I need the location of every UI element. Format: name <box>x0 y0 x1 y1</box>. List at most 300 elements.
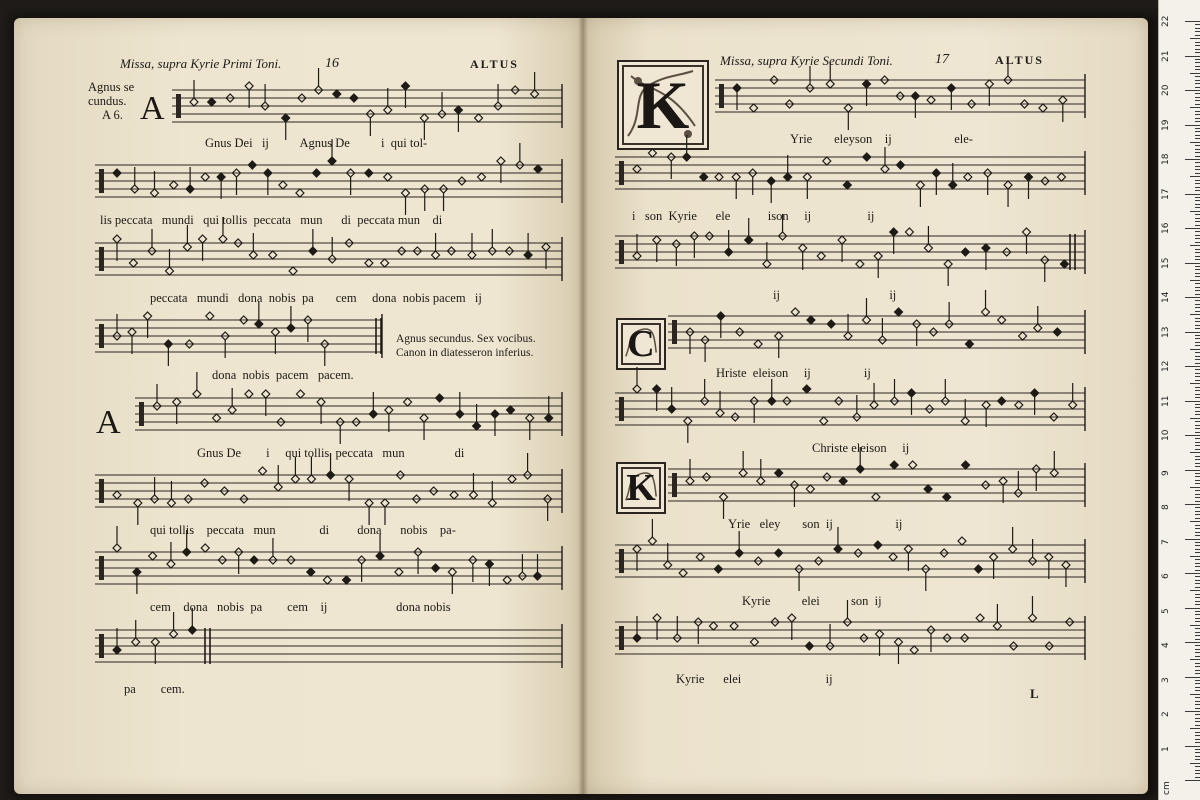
note-icon <box>468 251 476 259</box>
note-icon <box>874 541 882 549</box>
note-icon <box>949 181 957 189</box>
note-icon <box>164 340 172 348</box>
ruler-tick <box>1190 625 1200 626</box>
note-icon <box>985 80 993 88</box>
clef-icon <box>99 247 104 271</box>
note-icon <box>827 320 835 328</box>
ruler-tick <box>1195 542 1200 543</box>
ruler-tick <box>1195 425 1200 426</box>
ruler-tick <box>1195 369 1200 370</box>
ruler-tick <box>1195 438 1200 439</box>
ruler-label: 21 <box>1161 50 1171 62</box>
note-icon <box>1053 328 1061 336</box>
clef-icon <box>99 479 104 503</box>
canon-note <box>396 332 536 360</box>
staff <box>668 447 1085 519</box>
note-icon <box>881 165 889 173</box>
ruler-tick <box>1195 318 1200 319</box>
note-icon <box>961 248 969 256</box>
note-icon <box>365 259 373 267</box>
ruler-tick <box>1195 697 1200 698</box>
ruler-tick <box>1195 238 1200 239</box>
ruler-label: 22 <box>1161 15 1171 27</box>
note-icon <box>754 340 762 348</box>
note-icon <box>820 417 828 425</box>
ruler-tick <box>1185 504 1200 505</box>
ruler-tick <box>1195 580 1200 581</box>
note-icon <box>720 493 728 501</box>
lyric-line: cem dona nobis pa cem ij dona nobis <box>150 600 451 614</box>
note-icon <box>350 94 358 102</box>
initial-letter: A <box>96 404 121 441</box>
note-icon <box>296 189 304 197</box>
ruler-tick <box>1195 432 1200 433</box>
note-icon <box>282 114 290 122</box>
note-icon <box>307 568 315 576</box>
note-icon <box>129 259 137 267</box>
ruler-label: 19 <box>1161 119 1171 131</box>
ruler-tick <box>1195 614 1200 615</box>
note-icon <box>872 493 880 501</box>
ruler-tick <box>1195 528 1200 529</box>
note-icon <box>716 409 724 417</box>
ruler-tick <box>1195 214 1200 215</box>
right-page-number: 17 <box>935 52 949 67</box>
note-icon <box>488 499 496 507</box>
note-icon <box>784 173 792 181</box>
ruler-tick <box>1195 476 1200 477</box>
note-icon <box>113 169 121 177</box>
ruler-tick <box>1195 187 1200 188</box>
note-icon <box>545 414 553 422</box>
clef-icon <box>176 94 181 118</box>
note-icon <box>1034 324 1042 332</box>
note-icon <box>932 169 940 177</box>
note-icon <box>262 390 270 398</box>
note-icon <box>507 406 515 414</box>
ruler-tick <box>1195 421 1200 422</box>
note-icon <box>271 328 279 336</box>
ruler-tick <box>1190 418 1200 419</box>
ruler-tick <box>1195 725 1200 726</box>
ruler-tick <box>1195 507 1200 508</box>
ruler-tick <box>1195 518 1200 519</box>
clef-icon <box>99 556 104 580</box>
ruler-tick <box>1190 590 1200 591</box>
note-icon <box>149 552 157 560</box>
clef-icon <box>719 84 724 108</box>
ruler-tick <box>1195 494 1200 495</box>
ruler-tick <box>1195 480 1200 481</box>
ruler-tick <box>1185 228 1200 229</box>
note-icon <box>791 308 799 316</box>
note-icon <box>717 312 725 320</box>
ruler-tick <box>1195 407 1200 408</box>
note-icon <box>328 157 336 165</box>
ruler-tick <box>1195 756 1200 757</box>
note-icon <box>113 646 121 654</box>
ruler-tick <box>1195 773 1200 774</box>
ruler-tick <box>1190 728 1200 729</box>
ruler-tick <box>1195 777 1200 778</box>
note-icon <box>307 475 315 483</box>
note-icon <box>170 181 178 189</box>
note-icon <box>863 153 871 161</box>
ruler-tick <box>1195 414 1200 415</box>
note-icon <box>907 389 915 397</box>
lyric-line: Kyrie elei son ij <box>742 594 882 608</box>
ruler-tick <box>1195 183 1200 184</box>
ruler-label: 3 <box>1161 676 1171 683</box>
note-icon <box>245 390 253 398</box>
note-icon <box>924 485 932 493</box>
ruler-tick <box>1195 256 1200 257</box>
ruler-tick <box>1195 221 1200 222</box>
ruler-tick <box>1195 321 1200 322</box>
ruler-label: 13 <box>1161 326 1171 338</box>
ruler-tick <box>1195 597 1200 598</box>
ruler-label: 12 <box>1161 360 1171 372</box>
clef-icon <box>619 240 624 264</box>
ruler-tick <box>1190 521 1200 522</box>
note-icon <box>395 568 403 576</box>
ruler-label: 15 <box>1161 257 1171 269</box>
measuring-ruler <box>1158 0 1200 800</box>
note-icon <box>206 312 214 320</box>
note-icon <box>730 622 738 630</box>
ruler-tick <box>1195 342 1200 343</box>
clef-icon <box>99 324 104 348</box>
note-icon <box>1045 553 1053 561</box>
ruler-tick <box>1195 663 1200 664</box>
note-icon <box>775 549 783 557</box>
note-icon <box>911 92 919 100</box>
note-icon <box>475 114 483 122</box>
note-icon <box>469 491 477 499</box>
note-icon <box>965 340 973 348</box>
note-icon <box>183 548 191 556</box>
ruler-tick <box>1195 49 1200 50</box>
ruler-tick <box>1195 735 1200 736</box>
ruler-tick <box>1195 535 1200 536</box>
note-icon <box>1062 561 1070 569</box>
note-icon <box>173 398 181 406</box>
note-icon <box>317 398 325 406</box>
ruler-tick <box>1190 211 1200 212</box>
ruler-tick <box>1195 290 1200 291</box>
note-icon <box>420 114 428 122</box>
ruler-tick <box>1195 649 1200 650</box>
ruler-tick <box>1195 411 1200 412</box>
ruler-tick <box>1195 345 1200 346</box>
note-icon <box>291 475 299 483</box>
ruler-tick <box>1185 56 1200 57</box>
ruler-tick <box>1190 314 1200 315</box>
initial-letter: K <box>636 66 690 143</box>
note-icon <box>503 576 511 584</box>
note-icon <box>534 165 542 173</box>
ruler-tick <box>1195 200 1200 201</box>
note-icon <box>964 173 972 181</box>
note-icon <box>788 614 796 622</box>
ruler-tick <box>1195 31 1200 32</box>
note-icon <box>113 491 121 499</box>
ruler-tick <box>1195 128 1200 129</box>
ruler-tick <box>1195 397 1200 398</box>
ruler-tick <box>1195 173 1200 174</box>
ruler-tick <box>1195 352 1200 353</box>
note-icon <box>799 244 807 252</box>
ruler-label: 4 <box>1161 642 1171 648</box>
note-icon <box>1069 401 1077 409</box>
note-icon <box>982 308 990 316</box>
note-icon <box>333 90 341 98</box>
ruler-tick <box>1195 497 1200 498</box>
note-icon <box>404 398 412 406</box>
ruler-tick <box>1195 673 1200 674</box>
note-icon <box>856 260 864 268</box>
note-icon <box>1022 228 1030 236</box>
ruler-tick <box>1195 252 1200 253</box>
note-icon <box>432 564 440 572</box>
ruler-tick <box>1195 93 1200 94</box>
note-icon <box>961 417 969 425</box>
lyric-line: i son Kyrie ele ison ij ij <box>632 209 875 223</box>
note-icon <box>648 537 656 545</box>
note-icon <box>1004 181 1012 189</box>
ruler-tick <box>1195 152 1200 153</box>
ruler-tick <box>1195 525 1200 526</box>
ruler-tick <box>1190 556 1200 557</box>
ruler-tick <box>1195 390 1200 391</box>
ruler-tick <box>1185 573 1200 574</box>
ruler-tick <box>1195 501 1200 502</box>
note-icon <box>709 622 717 630</box>
ruler-tick <box>1190 349 1200 350</box>
note-icon <box>1028 614 1036 622</box>
note-icon <box>365 169 373 177</box>
lyric-line: Hriste eleison ij ij <box>716 366 871 380</box>
note-icon <box>633 385 641 393</box>
note-icon <box>274 483 282 491</box>
ruler-label: 6 <box>1161 573 1171 579</box>
note-icon <box>750 638 758 646</box>
ruler-tick <box>1185 297 1200 298</box>
note-icon <box>803 385 811 393</box>
staff <box>615 214 1085 286</box>
ruler-tick <box>1195 404 1200 405</box>
note-icon <box>432 251 440 259</box>
lyric-line: qui tollis peccata mun di dona nobis pa- <box>150 523 456 537</box>
note-icon <box>217 173 225 181</box>
ruler-label: 14 <box>1161 291 1171 303</box>
note-icon <box>342 576 350 584</box>
note-icon <box>648 149 656 157</box>
ruler-label: 8 <box>1161 504 1171 510</box>
ruler-tick <box>1195 145 1200 146</box>
ruler-label: 1 <box>1161 745 1171 752</box>
note-icon <box>947 84 955 92</box>
note-icon <box>732 173 740 181</box>
note-icon <box>219 235 227 243</box>
initial-letter: K <box>626 467 656 509</box>
ruler-tick <box>1195 473 1200 474</box>
ruler-tick <box>1190 245 1200 246</box>
note-icon <box>890 461 898 469</box>
note-icon <box>668 405 676 413</box>
ruler-tick <box>1195 118 1200 119</box>
ruler-tick <box>1190 38 1200 39</box>
note-icon <box>345 475 353 483</box>
ruler-tick <box>1195 445 1200 446</box>
note-icon <box>844 104 852 112</box>
ruler-tick <box>1195 166 1200 167</box>
ruler-tick <box>1195 628 1200 629</box>
ruler-tick <box>1185 642 1200 643</box>
ruler-tick <box>1185 608 1200 609</box>
note-icon <box>526 414 534 422</box>
note-icon <box>199 235 207 243</box>
note-icon <box>186 185 194 193</box>
note-icon <box>862 316 870 324</box>
ruler-tick <box>1195 83 1200 84</box>
note-icon <box>542 243 550 251</box>
ruler-tick <box>1185 21 1200 22</box>
note-icon <box>653 236 661 244</box>
note-icon <box>369 410 377 418</box>
ruler-tick <box>1195 204 1200 205</box>
ruler-tick <box>1185 263 1200 264</box>
ruler-tick <box>1195 604 1200 605</box>
note-icon <box>1015 401 1023 409</box>
note-icon <box>839 477 847 485</box>
note-icon <box>420 414 428 422</box>
ruler-tick <box>1195 563 1200 564</box>
note-icon <box>1060 260 1068 268</box>
ruler-label: 11 <box>1161 395 1171 407</box>
ruler-tick <box>1185 435 1200 436</box>
note-icon <box>384 106 392 114</box>
note-icon <box>144 312 152 320</box>
note-icon <box>817 252 825 260</box>
ruler-tick <box>1195 156 1200 157</box>
note-icon <box>287 324 295 332</box>
ruler-label: 10 <box>1161 429 1171 441</box>
canon-note-line: Agnus secundus. Sex vocibus. <box>396 333 536 345</box>
note-icon <box>806 485 814 493</box>
ruler-tick <box>1195 552 1200 553</box>
note-icon <box>113 235 121 243</box>
ruler-tick <box>1195 97 1200 98</box>
ruler-tick <box>1195 766 1200 767</box>
ruler-tick <box>1195 714 1200 715</box>
note-icon <box>990 553 998 561</box>
ruler-tick <box>1190 452 1200 453</box>
ruler-tick <box>1195 666 1200 667</box>
ruler-tick <box>1195 335 1200 336</box>
note-icon <box>633 545 641 553</box>
note-icon <box>1059 96 1067 104</box>
clef-icon <box>619 626 624 650</box>
note-icon <box>450 491 458 499</box>
note-icon <box>456 410 464 418</box>
lyric-line: Gnus De i qui tollis peccata mun di <box>197 446 465 460</box>
note-icon <box>170 630 178 638</box>
ruler-tick <box>1195 338 1200 339</box>
note-icon <box>313 169 321 177</box>
ruler-tick <box>1195 24 1200 25</box>
ruler-tick <box>1195 570 1200 571</box>
lyric-line: Kyrie elei ij <box>676 672 833 686</box>
note-icon <box>863 80 871 88</box>
note-icon <box>897 161 905 169</box>
note-icon <box>264 169 272 177</box>
clef-icon <box>139 402 144 426</box>
ruler-tick <box>1195 376 1200 377</box>
note-icon <box>497 157 505 165</box>
note-icon <box>733 84 741 92</box>
ruler-tick <box>1190 763 1200 764</box>
ruler-tick <box>1185 470 1200 471</box>
ruler-tick <box>1195 752 1200 753</box>
note-icon <box>763 260 771 268</box>
ruler-tick <box>1185 332 1200 333</box>
ruler-tick <box>1195 442 1200 443</box>
note-icon <box>993 622 1001 630</box>
ruler-tick <box>1195 356 1200 357</box>
ruler-tick <box>1190 694 1200 695</box>
ruler-tick <box>1195 111 1200 112</box>
ruler-tick <box>1190 487 1200 488</box>
ruler-tick <box>1195 770 1200 771</box>
note-icon <box>982 401 990 409</box>
note-icon <box>834 545 842 553</box>
note-icon <box>679 569 687 577</box>
ruler-tick <box>1190 142 1200 143</box>
ruler-unit: cm <box>1162 781 1172 795</box>
note-icon <box>309 247 317 255</box>
ruler-tick <box>1195 269 1200 270</box>
note-icon <box>165 267 173 275</box>
ruler-tick <box>1195 373 1200 374</box>
right-page-title: Missa, supra Kyrie Secundi Toni. <box>720 53 893 68</box>
ruler-tick <box>1185 125 1200 126</box>
note-icon <box>167 560 175 568</box>
note-icon <box>974 565 982 573</box>
ruler-tick <box>1195 87 1200 88</box>
note-icon <box>381 499 389 507</box>
note-icon <box>478 173 486 181</box>
note-icon <box>279 181 287 189</box>
note-icon <box>745 236 753 244</box>
note-icon <box>715 173 723 181</box>
ruler-tick <box>1195 121 1200 122</box>
note-icon <box>633 252 641 260</box>
ruler-tick <box>1195 732 1200 733</box>
note-icon <box>323 576 331 584</box>
note-icon <box>889 553 897 561</box>
note-icon <box>534 572 542 580</box>
note-icon <box>924 244 932 252</box>
ruler-tick <box>1195 380 1200 381</box>
note-icon <box>998 397 1006 405</box>
ruler-tick <box>1195 721 1200 722</box>
ruler-tick <box>1195 701 1200 702</box>
note-icon <box>201 173 209 181</box>
ruler-tick <box>1195 325 1200 326</box>
ruler-tick <box>1195 135 1200 136</box>
note-icon <box>962 461 970 469</box>
